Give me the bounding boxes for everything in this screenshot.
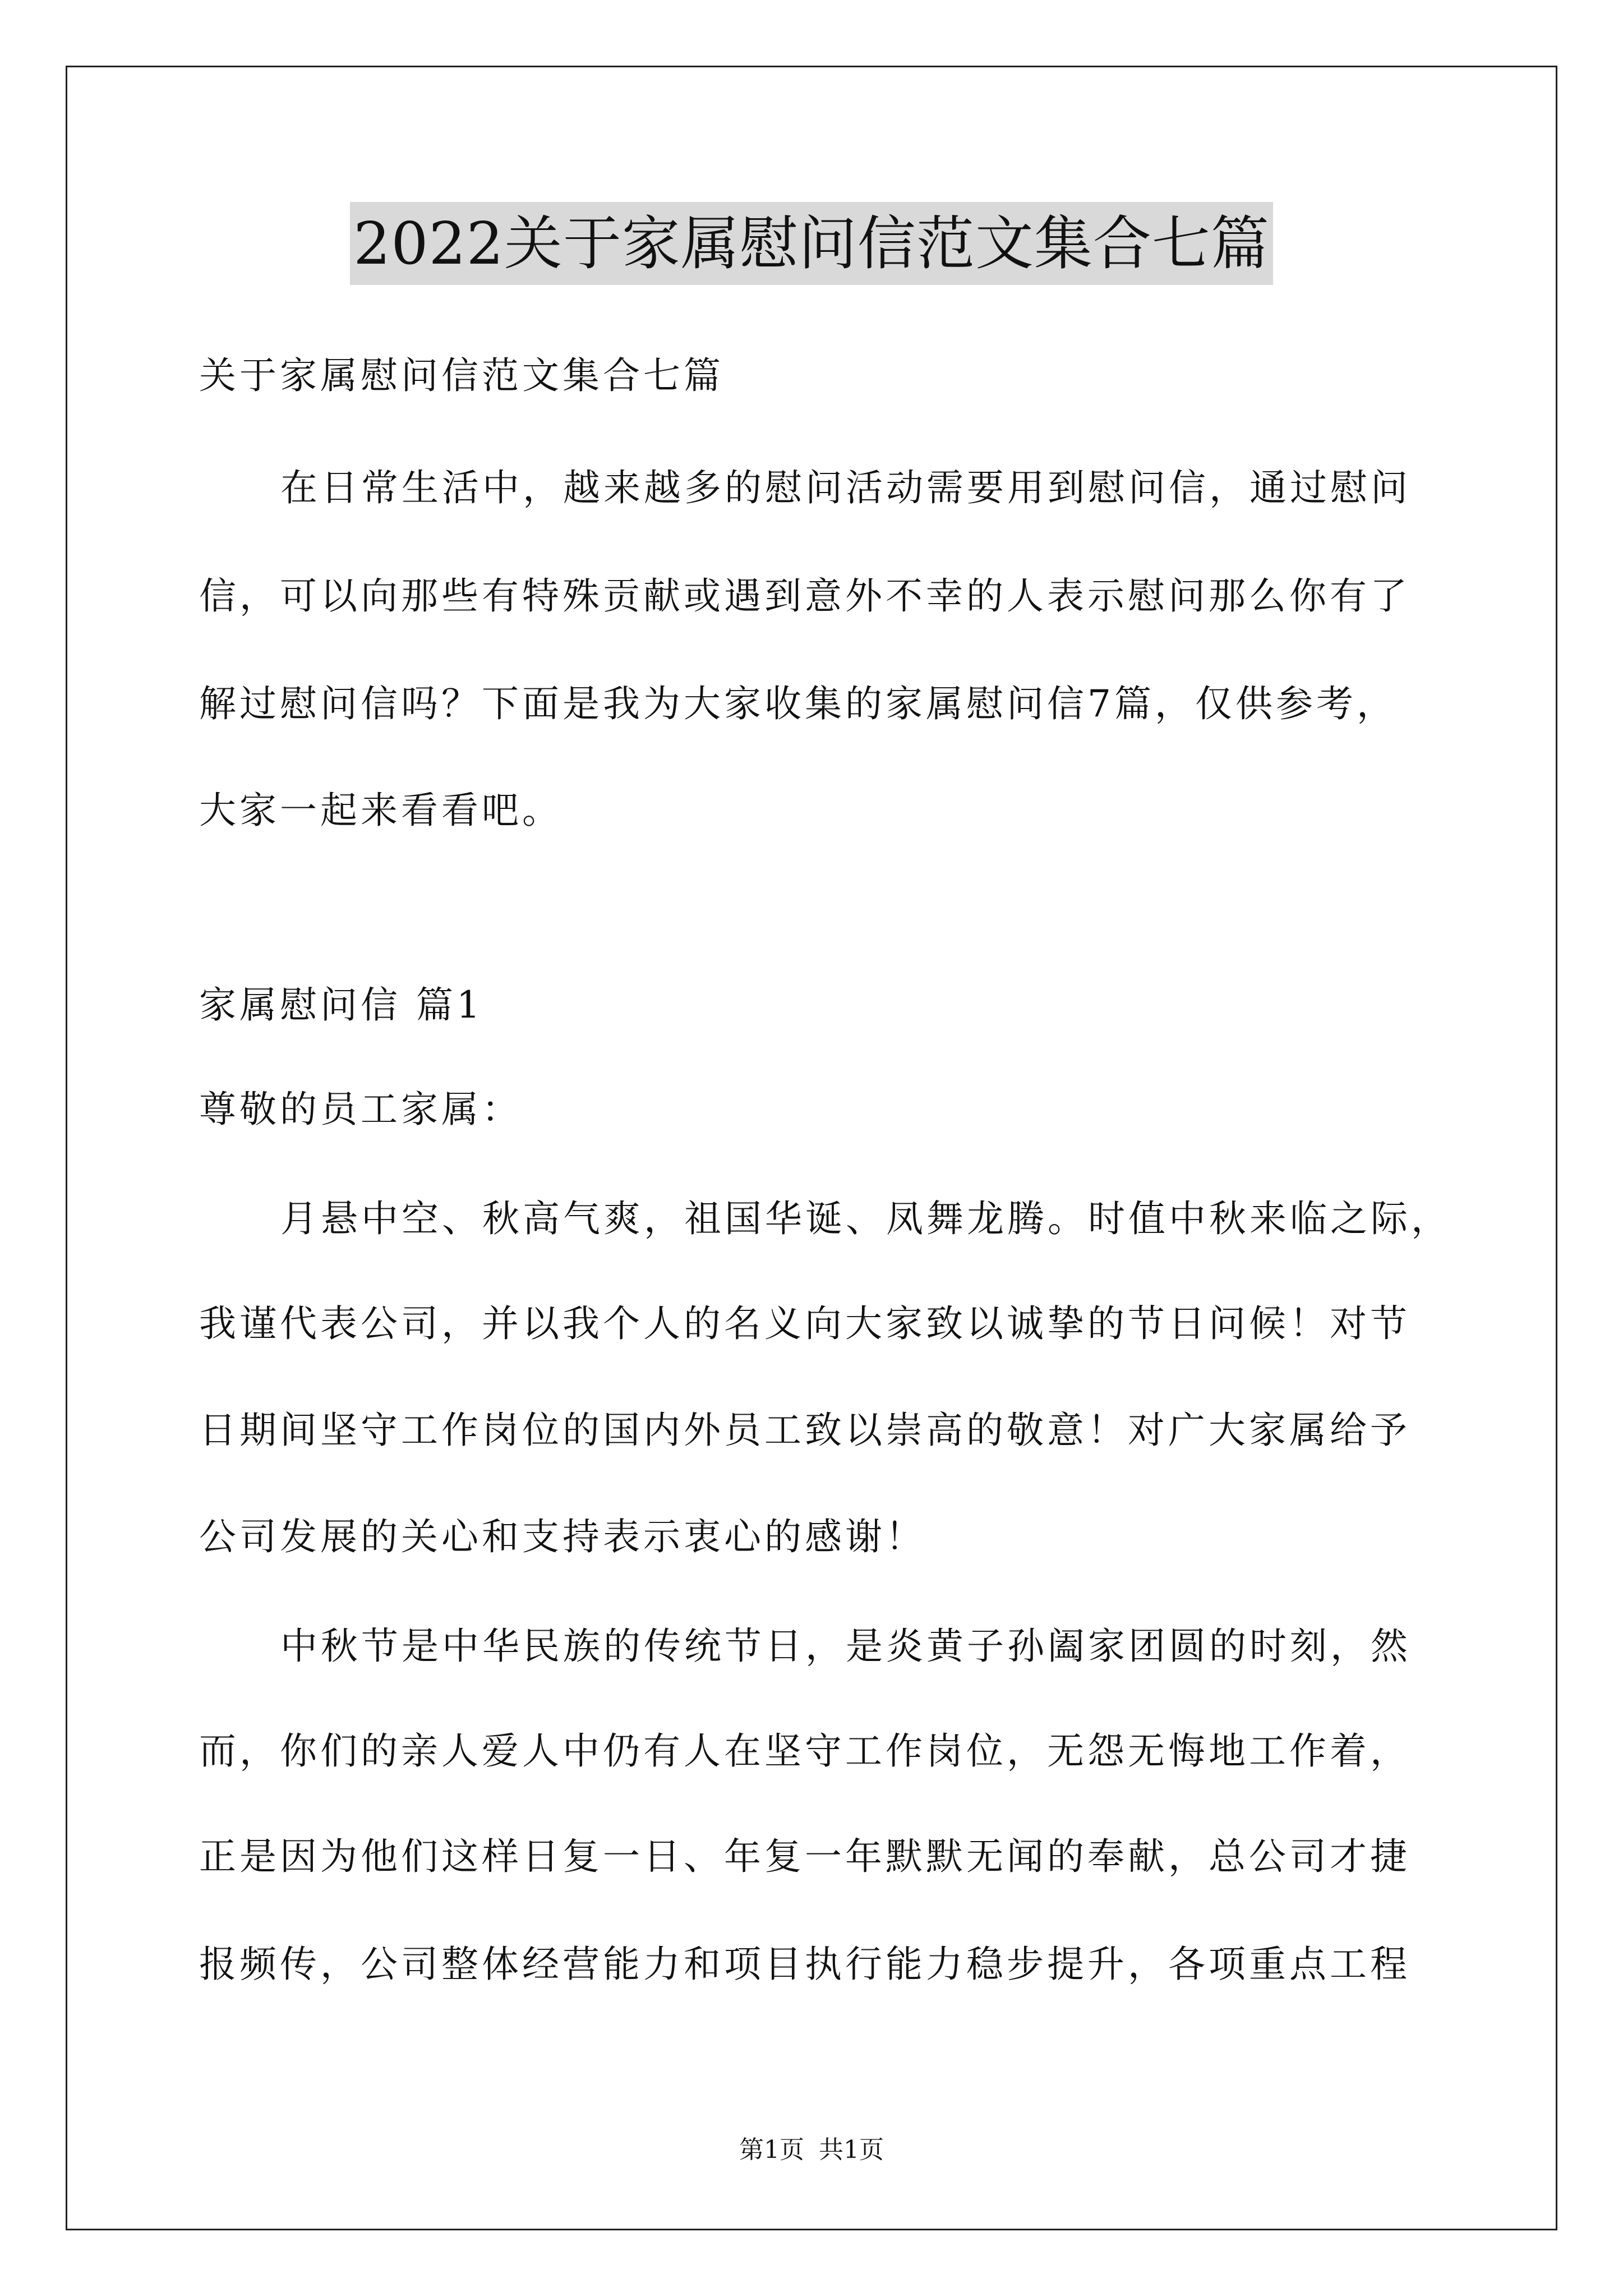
paragraph-line: 在日常生活中，越来越多的慰问活动需要用到慰问信，通过慰问 (280, 466, 1411, 509)
paragraph-line: 公司发展的关心和支持表示衷心的感谢！ (199, 1515, 926, 1558)
title-container (0, 202, 1623, 285)
paragraph-line: 我谨代表公司，并以我个人的名义向大家致以诚挚的节日问候！对节 (199, 1302, 1410, 1345)
paragraph-line: 而，你们的亲人爱人中仍有人在坚守工作岗位，无怨无悔地工作着， (199, 1729, 1410, 1773)
paragraph-line: 中秋节是中华民族的传统节日，是炎黄子孙阖家团圆的时刻，然 (280, 1625, 1411, 1668)
page-footer (0, 2134, 1623, 2166)
section-heading: 家属慰问信 篇1 (199, 983, 483, 1027)
document-title: 2022关于家属慰问信范文集合七篇 (350, 202, 1273, 285)
paragraph-line: 报频传，公司整体经营能力和项目执行能力稳步提升，各项重点工程 (199, 1943, 1410, 1986)
paragraph-line: 日期间坚守工作岗位的国内外员工致以崇高的敬意！对广大家属给予 (199, 1409, 1410, 1452)
salutation-line: 尊敬的员工家属： (199, 1088, 522, 1131)
page-total: 共1页 (819, 2136, 884, 2164)
paragraph-line: 正是因为他们这样日复一日、年复一年默默无闻的奉献，总公司才捷 (199, 1835, 1410, 1878)
paragraph-line: 解过慰问信吗？下面是我为大家收集的家属慰问信7篇，仅供参考， (199, 682, 1397, 725)
page-number: 第1页 (739, 2136, 804, 2164)
paragraph-line: 大家一起来看看吧。 (199, 789, 562, 832)
paragraph-line: 月悬中空、秋高气爽，祖国华诞、凤舞龙腾。时值中秋来临之际， (280, 1197, 1451, 1240)
subtitle-line: 关于家属慰问信范文集合七篇 (199, 354, 724, 397)
paragraph-line: 信，可以向那些有特殊贡献或遇到意外不幸的人表示慰问那么你有了 (199, 574, 1410, 618)
